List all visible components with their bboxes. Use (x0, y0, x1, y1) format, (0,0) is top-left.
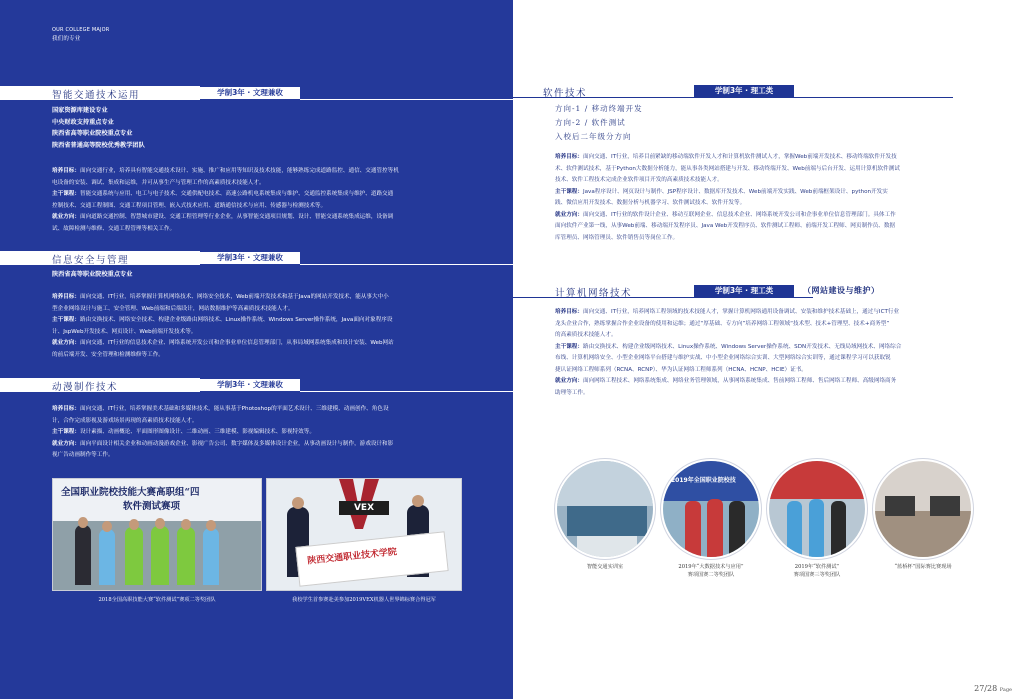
caption-right-3b: 赛项国赛三等奖团队 (793, 572, 841, 578)
caption-right-4: “蓝桥杯”国际赛比赛现场 (894, 564, 952, 570)
body-soft: 培养目标：面向交通、IT行业，培养目前紧缺的移动端软件开发人才和计算机软件测试人才，掌握Web前端开发技术、移动终端软件开发技 术、软件测试技术，基于Python大数据分析能力，能从事各类网站搭建与开发、移动终端开发、Web前端与后台开发、运用计算机软件测试 技术、软件工程技术完成企业软件项目开发的高素质技术技能人才。 主干课程：Java程序设计、网页设计与制作、JSP程序设计、数据库开发技术、Web前端开发实践、Web前端框架设计、python开发实 践、微信应用开发技术、数据分析与机器学习、软件测试技术、软件开发等。 就业方向：面向交通、IT行业的软件设计企业、移动互联网企业、信息技术企业、网络系统开发公司和企事业单位信息管理部门。具体工作 面向软件产业第一线，从事Web前端、移动端开发程序员、Java Web开发程序员、软件测试工程师、前端开发工程师、网页制作员、数据 库管理员、网络管理员、软件销售员等岗位工作。 (555, 154, 900, 241)
right-page (513, 0, 1024, 699)
banner-text-2: 软件测试赛项 (123, 501, 181, 512)
section-title-anim: 动漫制作技术 (52, 382, 119, 393)
section-title-sec: 信息安全与管理 (52, 255, 130, 266)
section-tag-its: 学制3年 · 文理兼收 (200, 87, 300, 99)
section-title-soft: 软件技术 (543, 88, 588, 99)
caption-left-2: 我校学生首参赛赴美参加2019VEX机器人世界锦标赛合得冠军 (292, 597, 436, 603)
caption-left-1: 2018全国高职技能大赛“软件测试”赛项二等奖团队 (98, 597, 216, 603)
section-tag-soft: 学制3年 · 理工类 (694, 85, 794, 97)
body-its: 培养目标：面向交通行业，培养具有智能交通技术设计、实施、推广和应用等知识及技术技能，能够熟练完成道路监控、通信、交通管控等机 电设备的安装、调试、集成和运维，并可从事生产与管理工作的高素质技术技能人才。 主干课程：智能交通系统与应用、电工与电子技术、交通供配电技术、高速公路机电系统集成与维护、交通监控系统集成与维护、道路交通 控制技术、交通工程制图、交通工程项目管理、嵌入式技术应用、道路通信技术与应用、传感器与检测技术等。 就业方向：面向道路交通控制、智慧城市建设、交通工程管理等行业企业，从事智能交通项目规划、设计、智能交通系统集成运维，设备调 试、故障检测与维修、交通工程管理等相关工作。 (52, 168, 399, 232)
soft-dir-1: 方向-1 / 移动终端开发 (555, 104, 643, 113)
section-header-sec (0, 251, 513, 265)
section-tag-anim: 学制3年 · 文理兼收 (200, 379, 300, 391)
honors-sec: 陕西省高等职业院校重点专业 (52, 271, 133, 278)
section-header-anim (0, 378, 513, 392)
caption-right-2a: 2019年“大数据技术与应用” (678, 564, 744, 570)
section-note-net: （网站建设与维护） (803, 285, 880, 295)
body-anim: 培养目标：面向交通、IT行业，培养掌握美术基础和多媒体技术，能从事基于Photoshop的平面艺术设计、三维建模、动画创作、角色设 计，合作完成影视及游戏场景再现的高素质技术技能人才。 主干课程：设计素描、动画概论、平面图形图像设计、二维动画、三维建模、影视编辑技术、影视特效等。 就业方向：面向平面设计相关企业和动画动漫游戏企业、影视广告公司、数字媒体及多媒体设计企业，从事动画设计与制作，游戏设计和影 视广告动画制作等工作。 (52, 406, 394, 458)
section-tag-net: 学制3年 · 理工类 (694, 285, 794, 297)
section-title-net: 计算机网络技术 (555, 288, 633, 299)
page-number: 27/28 Page (974, 684, 1012, 693)
photo-circle-bigdata-team (661, 459, 761, 559)
caption-right-2b: 赛项国赛二等奖团队 (687, 572, 735, 578)
caption-right-1: 智能交通实训室 (586, 564, 624, 570)
honors-its: 国家资源库建设专业 中央财政支持重点专业 陕西省高等职业院校重点专业 陕西省普通高等院校优秀教学团队 (52, 107, 145, 149)
vex-sign-text: 陕西交通职业技术学院 (306, 547, 398, 567)
section-title-its: 智能交通技术运用 (52, 90, 141, 101)
section-tag-sec: 学制3年 · 文理兼收 (200, 252, 300, 264)
photo-circle-softtest-team (767, 459, 867, 559)
banner-bigdata: 2019年全国职业院校技 (671, 477, 736, 484)
photo-software-test-team (52, 478, 262, 591)
soft-dir-2: 方向-2 / 软件测试 (555, 118, 626, 127)
photo-vex-team: VEX 陕西交通职业技术学院 (266, 478, 462, 591)
photo-circle-its-lab (555, 459, 655, 559)
body-net: 培养目标：面向交通、IT行业，培养网络工程领域的技术技能人才，掌握计算机网络通用设备调试、安装和维护技术基础上，通过与ICT行业 龙头企业合作，熟练掌握合作企业设备的使用和运维；通过“厚基础、专方向”培养网络工程领域“技术型、技术+管理型、技术+商务型” 的高素质技术技能人才。 主干课程：路由交换技术、构建企业级网络技术、Linux操作系统、Windows Server操作系统、SDN开发技术、无线局域网技术、网络综合 布线、计算机网络安全、小型企业网络平台搭建与维护实战、中小型企业网络综合实训、大型网络综合实训等，通过课程学习可以获取锐 捷认证网络工程师系列（RCNA、RCNP）、华为认证网络工程师系列（HCNA、HCNP、HCIE）证书。 就业方向：面向网络工程技术、网络系统集成、网络业务管理领域，从事网络系统集成、售前网络工程师、售后网络工程师、高级网络商务 助理等工作。 (555, 309, 902, 396)
header-en: OUR COLLEGE MAJOR (52, 27, 110, 33)
section-header-soft (513, 84, 1024, 98)
banner-text-1: 全国职业院校技能大赛高职组“四 (61, 487, 200, 498)
section-header-its (0, 86, 513, 100)
section-header-net (513, 284, 1024, 298)
caption-right-3a: 2019年“软件测试” (794, 564, 840, 570)
photo-circle-lanqiao (873, 459, 973, 559)
header-cn: 我们的专业 (52, 36, 81, 42)
soft-dir-3: 入校后二年级分方向 (555, 132, 632, 141)
body-sec: 培养目标：面向交通、IT行业，培养掌握计算机网络技术、网络安全技术，Web前端开发技术和基于Java的网站开发技术，能从事大中小 型企业网络设计与施工、安全管理、Web前端和后端设计，网站数据维护等高素质技术技能人才。 主干课程：路由交换技术、网络安全技术、构建企业级路由网络技术、Linux操作系统、Windows Server操作系统，Java面向对象程序设 计、JspWeb开发技术、网页设计、Web前端开发技术等。 就业方向：面向交通、IT行业的信息技术企业、网络系统开发公司和企事业单位信息管理部门，从事局域网系统集成和设计安装、Web网站 的前后端开发、安全管理和检测维修等工作。 (52, 294, 394, 358)
